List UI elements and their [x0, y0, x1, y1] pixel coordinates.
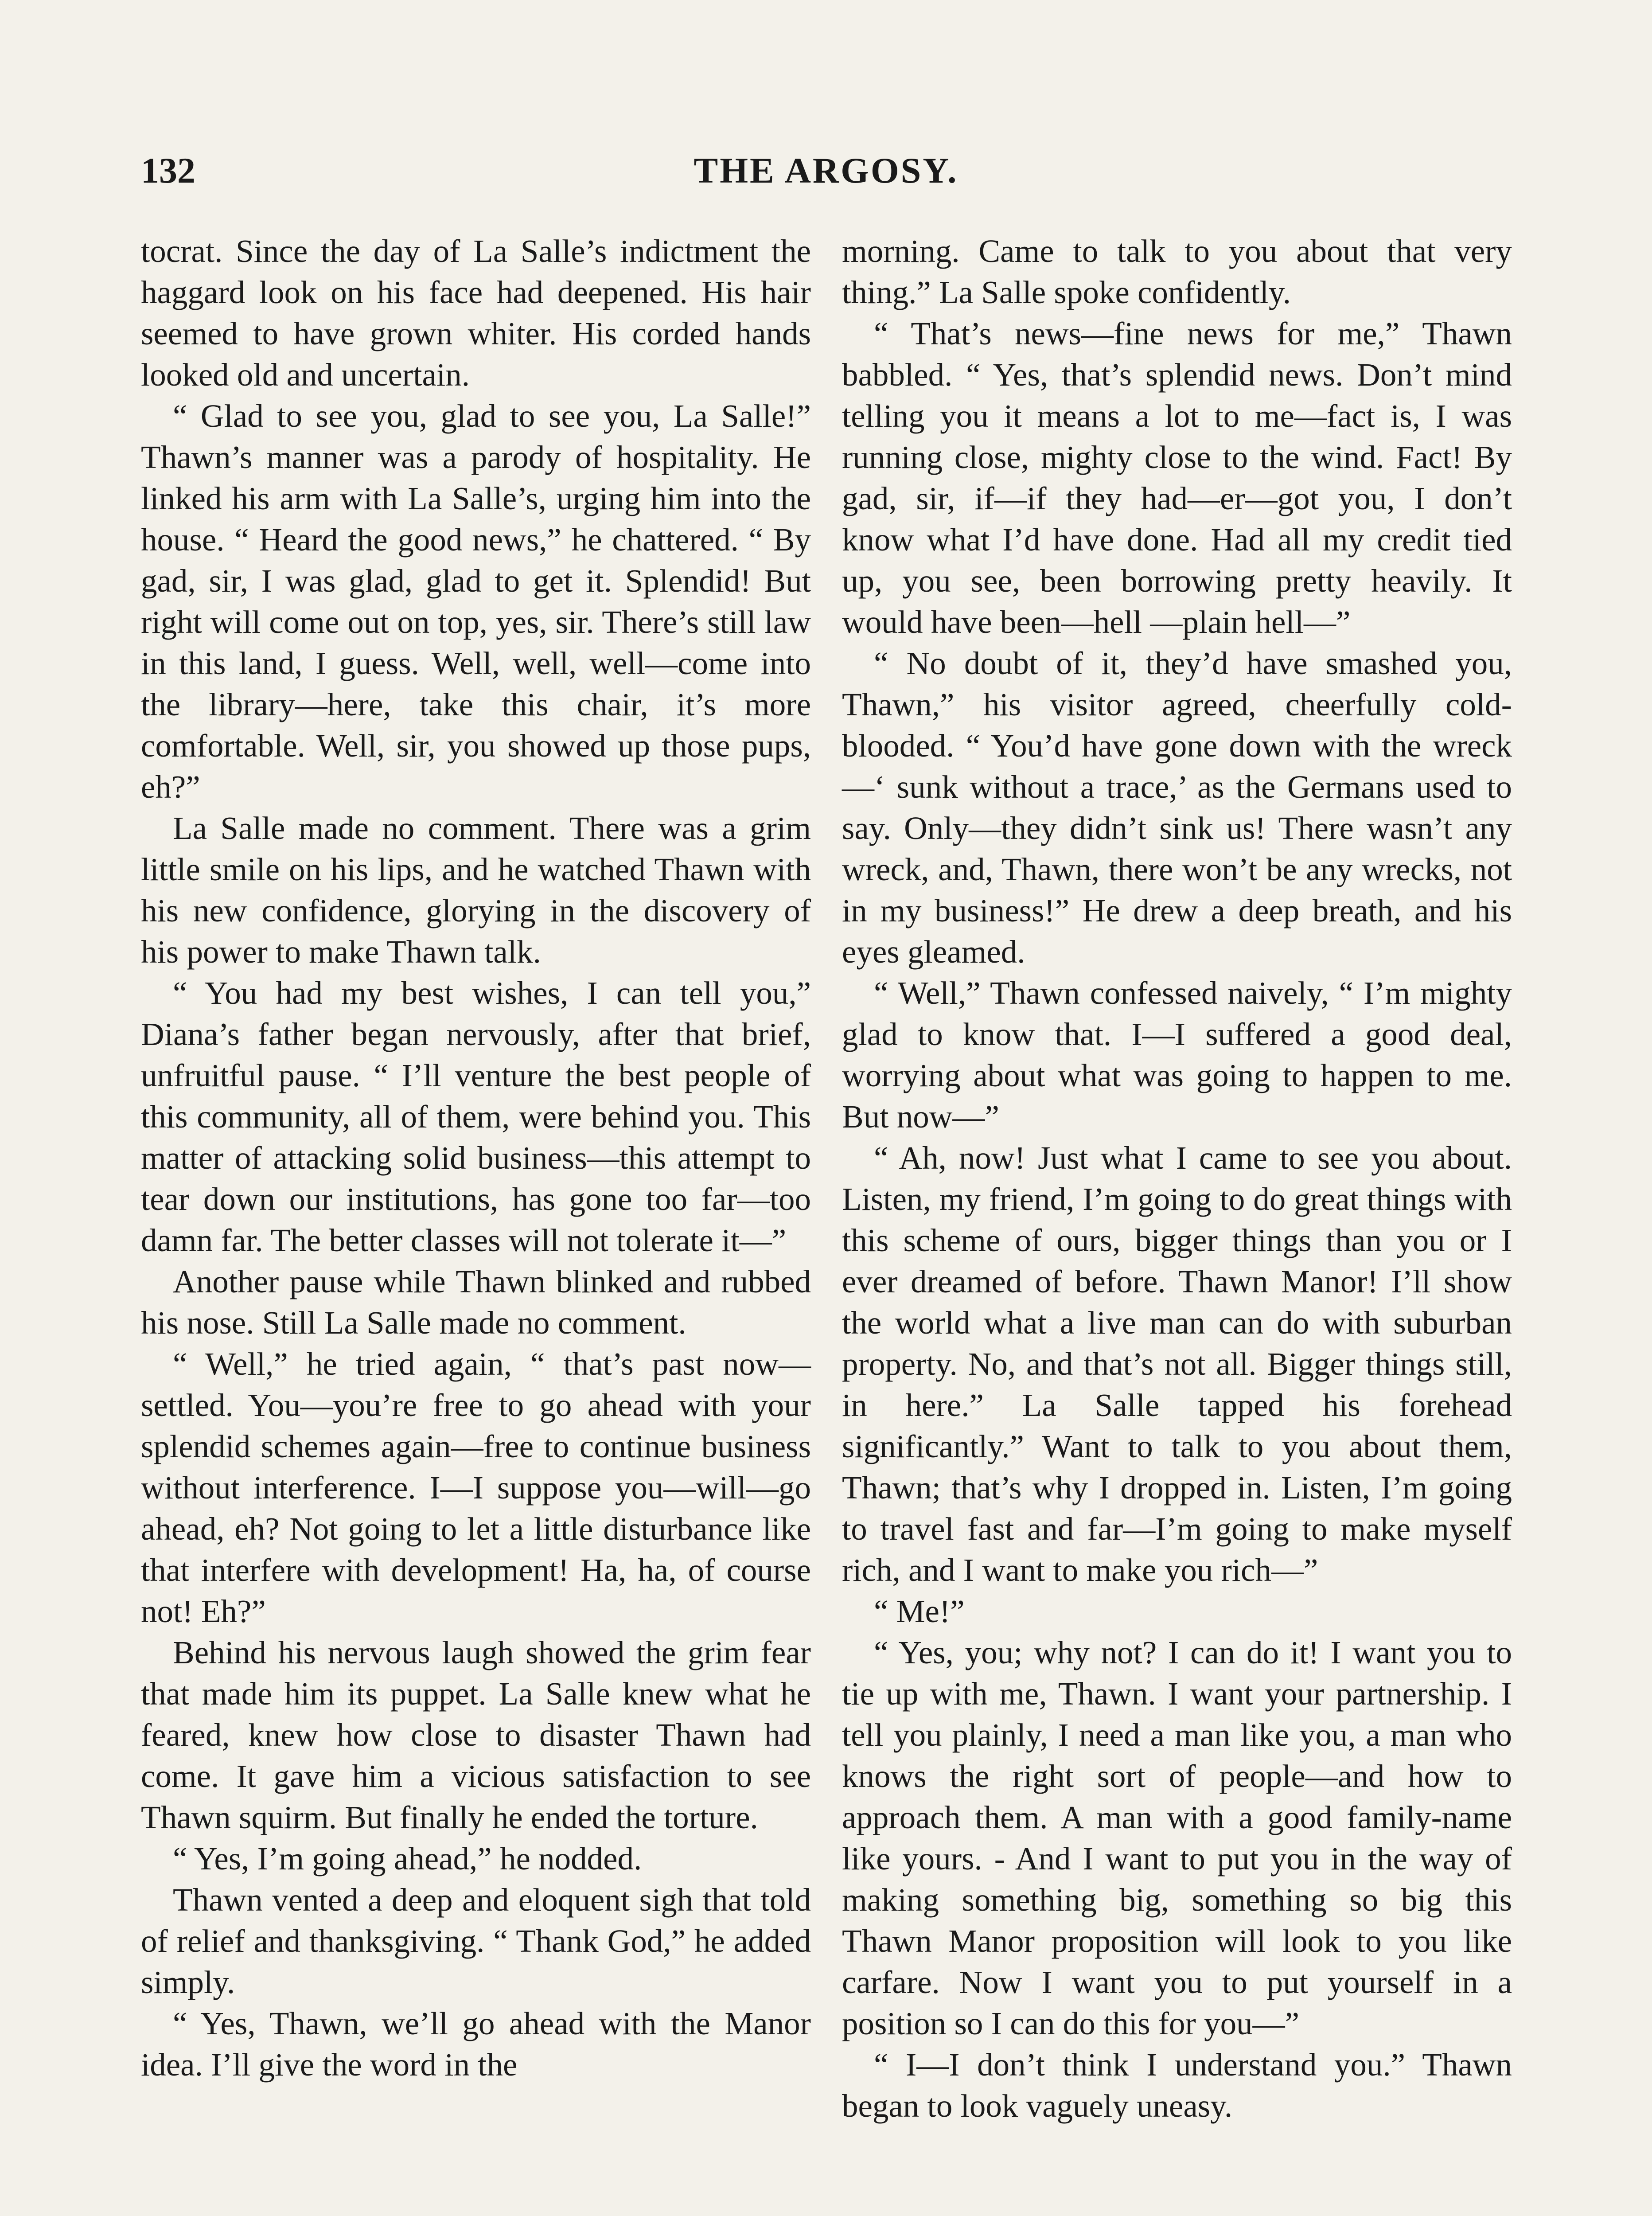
left-column [141, 230, 811, 2085]
running-head: THE ARGOSY. [694, 150, 958, 191]
paragraph: “ Well,” Thawn confessed naively, “ I’m mighty glad to know that. I—I suffered a good deal, worrying about what was going to happen to me. But now—” [842, 975, 1512, 1135]
paragraph: “ Yes, I’m going ahead,” he nodded. [173, 1841, 642, 1877]
paragraph: Behind his nervous laugh showed the grim fear that made him its puppet. La Salle knew what he feared, knew how close to disaster Thawn had come. It gave him a vicious satisfaction to see Thawn squirm. But finally he ended the torture. [141, 1635, 811, 1835]
paragraph: “ Yes, you; why not? I can do it! I want you to tie up with me, Thawn. I want your partnership. I tell you plainly, I need a man like you, a man who knows the right sort of people—and how to approach them. A man with a good family-name like yours. - And I want to put you in the way of making something big, something so big this Thawn Manor proposition will look to you like carfare. Now I want you to put yourself in a position so I can do this for you—” [842, 1635, 1512, 2041]
paragraph: “ Glad to see you, glad to see you, La Salle!” Thawn’s manner was a parody of hospitality. He linked his arm with La Salle’s, urging him into the house. “ Heard the good news,” he chattered. “ By gad, sir, I was glad, glad to get it. Splendid! But right will come out on top, yes, sir. There’s still law in this land, I guess. Well, well, well—come into the library—here, take this chair, it’s more comfortable. Well, sir, you showed up those pups, eh?” [141, 398, 811, 805]
paragraph: “ No doubt of it, they’d have smashed you, Thawn,” his visitor agreed, cheerfully cold-blooded. “ You’d have gone down with the wreck—‘ sunk without a trace,’ as the Germans used to say. Only—they didn’t sink us! There wasn’t any wreck, and, Thawn, there won’t be any wrecks, not in my business!” He drew a deep breath, and his eyes gleamed. [842, 645, 1512, 970]
paragraph: “ That’s news—fine news for me,” Thawn babbled. “ Yes, that’s splendid news. Don’t mind telling you it means a lot to me—fact is, I was running close, mighty close to the wind. Fact! By gad, sir, if—if they had—er—got you, I don’t know what I’d have done. Had all my credit tied up, you see, been borrowing pretty heavily. It would have been—hell —plain hell—” [842, 316, 1512, 640]
paragraph: “ I—I don’t think I understand you.” Thawn began to look vaguely uneasy. [842, 2047, 1512, 2124]
page-number: 132 [141, 150, 195, 191]
paragraph: “ Me!” [874, 1593, 965, 1629]
right-column [842, 230, 1512, 2126]
paragraph: tocrat. Since the day of La Salle’s indictment the haggard look on his face had deepened. His hair seemed to have grown whiter. His corded hands looked old and uncertain. [141, 233, 811, 393]
paragraph: “ Yes, Thawn, we’ll go ahead with the Manor idea. I’ll give the word in the [141, 2005, 811, 2083]
paragraph: La Salle made no comment. There was a grim little smile on his lips, and he watched Thawn with his new confidence, glorying in the discovery of his power to make Thawn talk. [141, 810, 811, 970]
paragraph: Thawn vented a deep and eloquent sigh that told of relief and thanksgiving. “ Thank God,” he added simply. [141, 1882, 811, 2000]
paragraph: morning. Came to talk to you about that very thing.” La Salle spoke confidently. [842, 233, 1512, 310]
paragraph: Another pause while Thawn blinked and rubbed his nose. Still La Salle made no comment. [141, 1264, 811, 1341]
paragraph: “ Well,” he tried again, “ that’s past now—settled. You—you’re free to go ahead with your splendid schemes again—free to continue business without interference. I—I suppose you—will—go ahead, eh? Not going to let a little disturbance like that interfere with development! Ha, ha, of course not! Eh?” [141, 1346, 811, 1629]
paragraph: “ Ah, now! Just what I came to see you about. Listen, my friend, I’m going to do great things with this scheme of ours, bigger things than you or I ever dreamed of before. Thawn Manor! I’ll show the world what a live man can do with suburban property. No, and that’s not all. Bigger things still, in here.” La Salle tapped his forehead significantly.” Want to talk to you about them, Thawn; that’s why I dropped in. Listen, I’m going to travel fast and far—I’m going to make myself rich, and I want to make you rich—” [842, 1140, 1512, 1588]
paragraph: “ You had my best wishes, I can tell you,” Diana’s father began nervously, after that brief, unfruitful pause. “ I’ll venture the best people of this community, all of them, were behind you. This matter of attacking solid business—this attempt to tear down our institutions, has gone too far—too damn far. The better classes will not tolerate it—” [141, 975, 811, 1258]
